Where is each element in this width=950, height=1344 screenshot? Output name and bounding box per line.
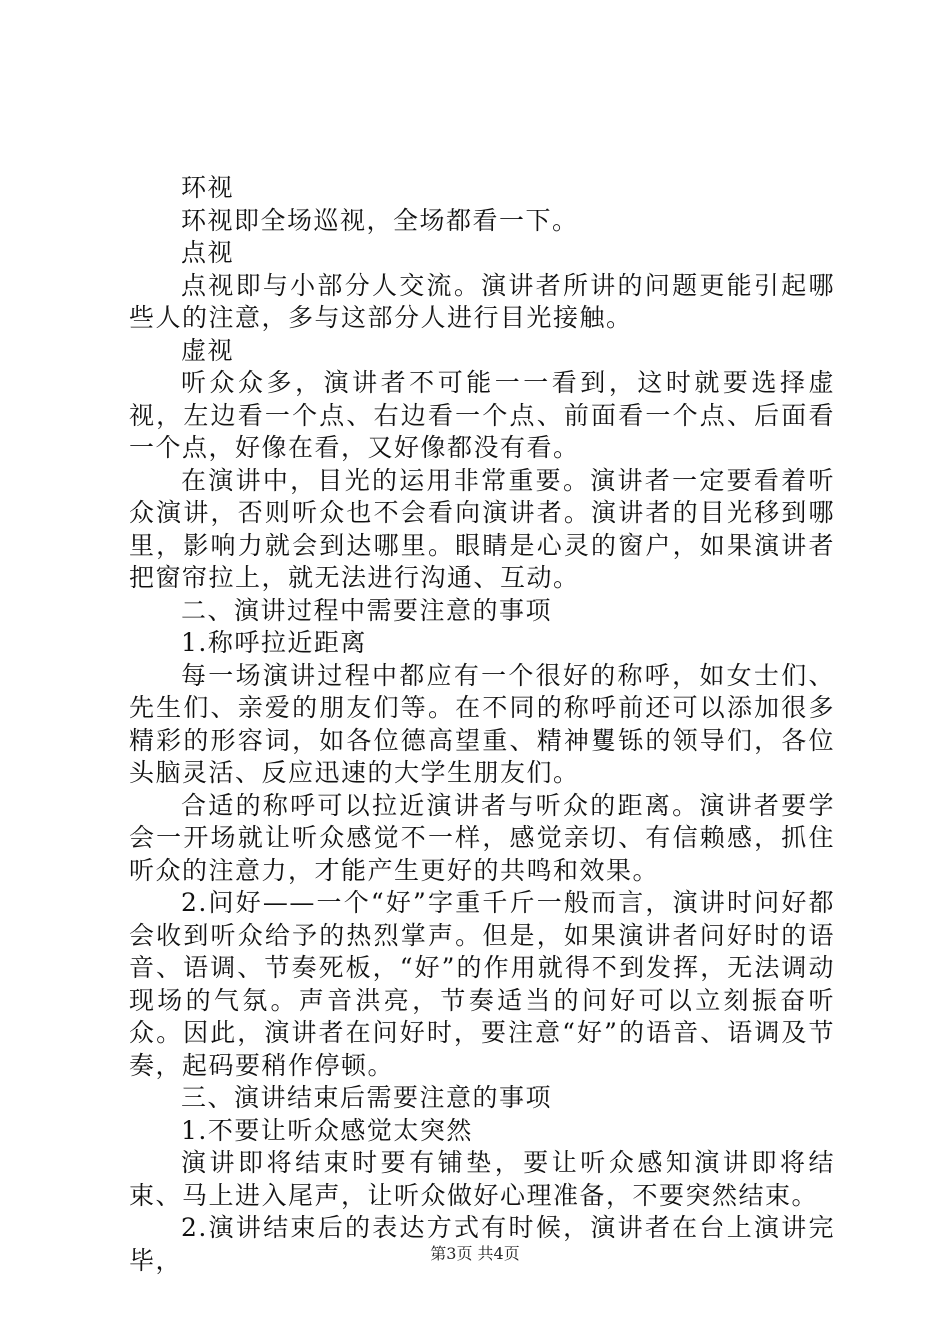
paragraph-heading-xushi: 虚视 [181,335,235,365]
document-body [129,172,835,1277]
paragraph: 合适的称呼可以拉近演讲者与听众的距离。演讲者要学会一开场就让听众感觉不一样，感觉亲切、有信赖感，抓住听众的注意力，才能产生更好的共鸣和效果。 [129,790,835,885]
paragraph-heading-huanshi: 环视 [181,173,235,202]
paragraph: 听众众多，演讲者不可能一一看到，这时就要选择虚视，左边看一个点、右边看一个点、前面看一个点、后面看一个点，好像在看，又好像都没有看。 [129,368,835,462]
subsection-heading: 1.不要让听众感觉太突然 [181,1115,473,1145]
paragraph-heading-dianshi: 点视 [181,238,235,267]
subsection-heading: 1.称呼拉近距离 [181,628,367,657]
paragraph: 在演讲中，目光的运用非常重要。演讲者一定要看着听众演讲，否则听众也不会看向演讲者。演讲者的目光移到哪里，影响力就会到达哪里。眼睛是心灵的窗户，如果演讲者把窗帘拉上，就无法进行沟通、互动。 [129,465,835,592]
paragraph: 2.演讲结束后的表达方式有时候，演讲者在台上演讲完毕， [129,1213,835,1275]
paragraph: 演讲即将结束时要有铺垫，要让听众感知演讲即将结束、马上进入尾声，让听众做好心理准备，不要突然结束。 [129,1148,835,1210]
paragraph: 每一场演讲过程中都应有一个很好的称呼，如女士们、先生们、亲爱的朋友们等。在不同的称呼前还可以添加很多精彩的形容词，如各位德高望重、精神矍铄的领导们，各位头脑灵活、反应迅速的大学生朋友们。 [129,660,835,787]
paragraph: 环视即全场巡视，全场都看一下。 [181,205,579,235]
paragraph: 2.问好——一个“好”字重千斤一般而言，演讲时问好都会收到听众给予的热烈掌声。但是，如果演讲者问好时的语音、语调、节奏死板，“好”的作用就得不到发挥，无法调动现场的气氛。声音洪亮，节奏适当的问好可以立刻振奋听众。因此，演讲者在问好时，要注意“好”的语音、语调及节奏，起码要稍作停顿。 [129,888,835,1080]
paragraph: 点视即与小部分人交流。演讲者所讲的问题更能引起哪些人的注意，多与这部分人进行目光接触。 [129,270,835,332]
section-heading: 二、演讲过程中需要注意的事项 [181,595,553,625]
section-heading: 三、演讲结束后需要注意的事项 [181,1083,553,1112]
page-number-footer: 第3页 共4页 [430,1244,520,1263]
